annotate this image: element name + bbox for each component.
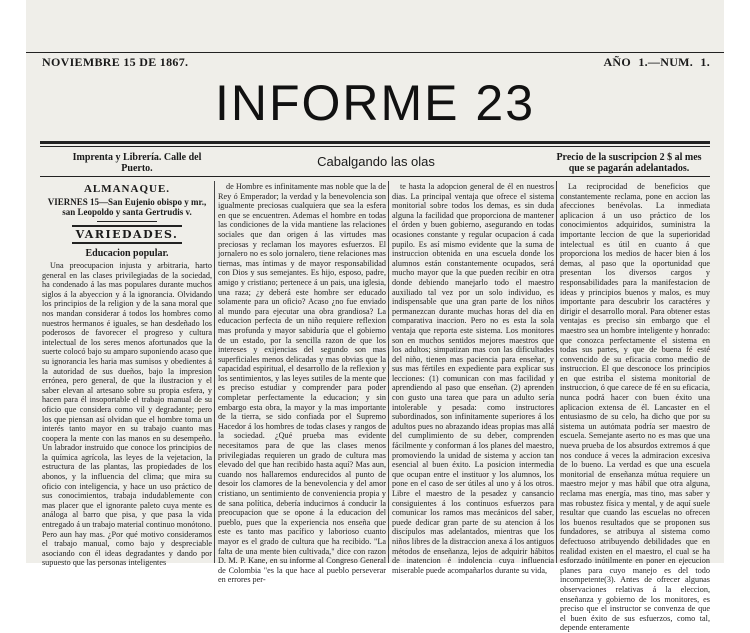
column-divider — [388, 181, 389, 563]
newspaper-page — [26, 0, 724, 633]
article-text: Una preocupacion injusta y arbitraria, harto general en las clases privilegiadas de la sociedad, ha condenado á las mas populares durante muchos siglos á la abyeccion y á la ignorancia. Olvidando los principios de la religion y de la sana moral que nos mandan considerar á todos los hombres como nuestros hermanos é iguales, se han desdeñado los poderosos de favorecer el progreso y cultura intelectual de los seres menos afortunados que la suerte colocó bajo su amparo suponiendo acaso que su ignorancia les haria mas sumisos y obedientes á la autoridad de sus dueños, bajo la impresion errónea, pero general, de que la ilustracion y el saber elevan al artesano sobre su propia esfera, y hacen para él insoportable el trabajo manual de su oficio que considera como vil y degradante; pero los que piensan así olvidan que el hombre toma un interés tanto mayor en su trabajo cuanto mas coopera la mente con las manos en su desempeño. Un labrador instruido que conoce los principios de la química agrícola, las leyes de la vejetacion, la estructura de las plantas, las propiedades de los abonos, y la influencia del clima; que mira su oficio con inteligencia, y hace un uso práctico de sus conocimientos, trabaja indudablemente con mas placer que el ignorante paleto cuya mente es análoga al barro que pisa, y que pasa la vida entregado á un trabajo material continuo monótono. Pero aun hay mas. ¿Por qué motivo consideramos el trabajo manual, como bajo y despreciable asociando con él ideas degradantes y dando por supuesto que las personas inteligentes — [42, 261, 212, 568]
article-text: La reciprocidad de beneficios que constantemente reclama, pone en accion las afecciones benévolas. La inmediata aplicacion á un uso práctico de los conocimientos adquiridos, suministra la importante leccion de que la superioridad intelectual es útil en cuanto á que proporciona los medios de hacer bien á los demas, al paso que la oportunidad que presentan los diversos cargos y responsabilidades para la manifestacion de ideas y principios buenos y malos, es muy importante para descubrir los caractéres y dirigir el desarrollo moral. Para obtener estas ventajas es preciso sin embargo que el maestro sea un hombre inteligente y honrado: que conozca perfectamente el sistema en todas sus partes, y que de buena fé esté convencido de su eficacia como medio de instruccion. El que desconoce los principios en que estriba el sistema monitorial de instruccion, ó que carece de fé en su eficacia, nunca podrá hacer con buen éxito una aplicacion extensa de él. Lancaster en el entusiasmo de su celo, ha dicho que por su sistema un autómata podría ser maestro de escuela. Semejante aserto no es mas que una nueva prueba de los absurdos extremos á que nos conduce á veces la admiracion excesiva de lo bueno. La verdad es que una escuela monitorial de enseñanza mútua requiere un maestro mejor y mas hábil que otra alguna, reclama mas energía, mas tino, mas saber y mas robustez física y mental, y de aquí suele resultar que cuando las escuelas no ofrecen los buenos resultados que se proponen sus fundadores, se atribuya al sistema como defectuoso atribuyendo debilidades que en realidad existen en el maestro, el cual se ha esforzado inútilmente en poner en ejecucion planes para cuyo manejo es del todo incompetente(3). Antes de ofrecer algunas observaciones relativas á la eleccion, enseñanza y gobierno de los monitores, es preciso que el instructor se convenza de que el buen éxito de sus esfuerzos, como tal, depende enteramente — [560, 182, 710, 633]
column-2 — [218, 181, 386, 585]
article-title: Educacion popular. — [85, 248, 169, 259]
section-heading: VARIEDADES. — [72, 225, 182, 244]
column-1 — [42, 181, 212, 568]
masthead-title: INFORME 23 — [214, 75, 536, 131]
short-divider — [97, 221, 157, 222]
masthead-issue: AÑO 1.—NUM. 1. — [603, 55, 710, 69]
masthead-rule-thick — [40, 141, 710, 144]
article-text: te hasta la adopcion general de él en nuestros dias. La principal ventaja que ofrece el sistema monitorial sobre todos los demas, es sin duda alguna la facilidad que proporciona de mantener el órden y buen gobierno, asegurando en todas ocasiones constante y regular ocupacion á cada pupilo. Es así mismo evidente que la suma de instruccion obtenida en una escuela donde los alumnos están constantemente ocupados, será mucho mayor que la que pueden recibir en otra donde debiendo manejarlo todo el maestro auxiliado tal vez por un solo individuo, es indispensable que una gran parte de los niños permanezcan durante muchas horas del dia en comparativa inaccion. Pero no es esta la sola ventaja que reporta este sistema. Los monitores son en muchos sentidos mejores maestros que los adultos; simpatizan mas con las dificultades del niño, tienen mas paciencia para enseñar, y sus mas fértiles en expediente para explicar sus lecciones: (1) comunican con mas facilidad y aprendiendo al paso que enseñan. (2) aprenden con gusto una tarea que para un adulto sería intolerable y pesada: como instructores subordinados, son infinitamente superiores á los adultos pues no abrazando ideas propias mas allá del cumplimiento de su deber, comprenden fácilmente y conforman á los planes del maestro, promoviendo la unidad de sistema y accion tan esencial al buen éxito. La posicion intermedia que ocupan entre el instituor y los alumnos, los pone en el caso de ser útiles al uno y á los otros. Libre el maestro de la pesadez y cansancio consiguientes á los continuos esfuerzos para comunicar los ramos mas mecánicos del saber, puede dedicar gran parte de su atencion á los discípulos mas adelantados, mientras que los niños libres de la distraccion anexa á los antiguos métodos de enseñanza, lejos de adquirir hábitos de inatencion é indolencia cuya influencia miserable puede acompañarlos durante su vida, — [392, 182, 554, 575]
top-rule — [26, 52, 724, 53]
masthead-rule-thin — [40, 146, 710, 147]
column-3 — [392, 181, 554, 575]
masthead-date: NOVIEMBRE 15 DE 1867. — [42, 55, 189, 69]
almanaque-title: ALMANAQUE. — [83, 183, 171, 195]
masthead-precio: Precio de la suscripcion 2 $ al mes que se pagarán adelantados. — [556, 152, 702, 174]
column-divider — [214, 181, 215, 563]
column-4 — [560, 181, 710, 633]
masthead-imprenta: Imprenta y Librería. Calle del Puerto. — [72, 152, 202, 174]
masthead-subtitle: Cabalgando las olas — [317, 154, 435, 169]
article-columns — [40, 181, 710, 633]
column-divider — [556, 181, 557, 563]
masthead-rule-bottom — [40, 176, 710, 177]
article-text: de Hombre es infinitamente mas noble que la de Rey ó Emperador; la verdad y la benevolencia son igualmente preciosas cualquiera que sea la esfera en que se encuentren. Ademas el hombre en todas las condiciones de la vida mantiene las relaciones sociales que dan origen á las virtudes mas preciosas y reclaman los mayores esfuerzos. El jornalero no es solo jornalero, tiene relaciones mas tiernas, mas íntimas y de mayor responsabilidad con Dios y sus semejantes. Es hijo, esposo, padre, amigo y cristiano; pertenece á un pais, una iglesia, una raza; ¿y deberá este hombre ser educado solamente para un oficio? Acaso ¿no fue enviado al mundo para ejecutar una obra grandiosa? La educacion perfecta de un niño requiere reflexion mas profunda y mayor sabiduría que el gobierno de un estado, por la sencilla razon de que los intereses y exijencias del segundo son mas superficiales menos delicadas y mas obvias que la capacidad espiritual, el desarrollo de la reflexion y los sentimientos, y las leyes sutiles de la mente que es preciso estudiar y comprender para poder completar perfectamente la educacion; y sin embargo esta obra, la mayor y la mas importante de la tierra, se sido confiada por el Supremo Hacedor á los hombres de todas clases y rangos de la sociedad. ¿Qué prueba mas evidente necesitamos para de que las clases menos privilegiadas requieren un grado de cultura mas elevado del que han recibido hasta aquí? Mas aun, cuando nos hallaremos endurecidos al punto de desoir los clamores de la benevolencia y del amor cristiano, un sentimiento de conveniencia propia y de sana política, debería inducirnos á conducir la preocupacion que se opone á la educacion del pueblo, pues que la experiencia nos enseña que este es tanto mas pacífico y laborioso cuanto mayor es el grado de cultura que ha recibido. "La falta de una mente bien cultivada," dice con razon D. M. P. Kane, en su informe al Congreso General de Colombia "es la que hace al pueblo perseverar en errores per- — [218, 182, 386, 585]
almanaque-entry: VIERNES 15—San Eujenio obispo y mr., san Leopoldo y santa Gertrudis v. — [47, 197, 207, 217]
